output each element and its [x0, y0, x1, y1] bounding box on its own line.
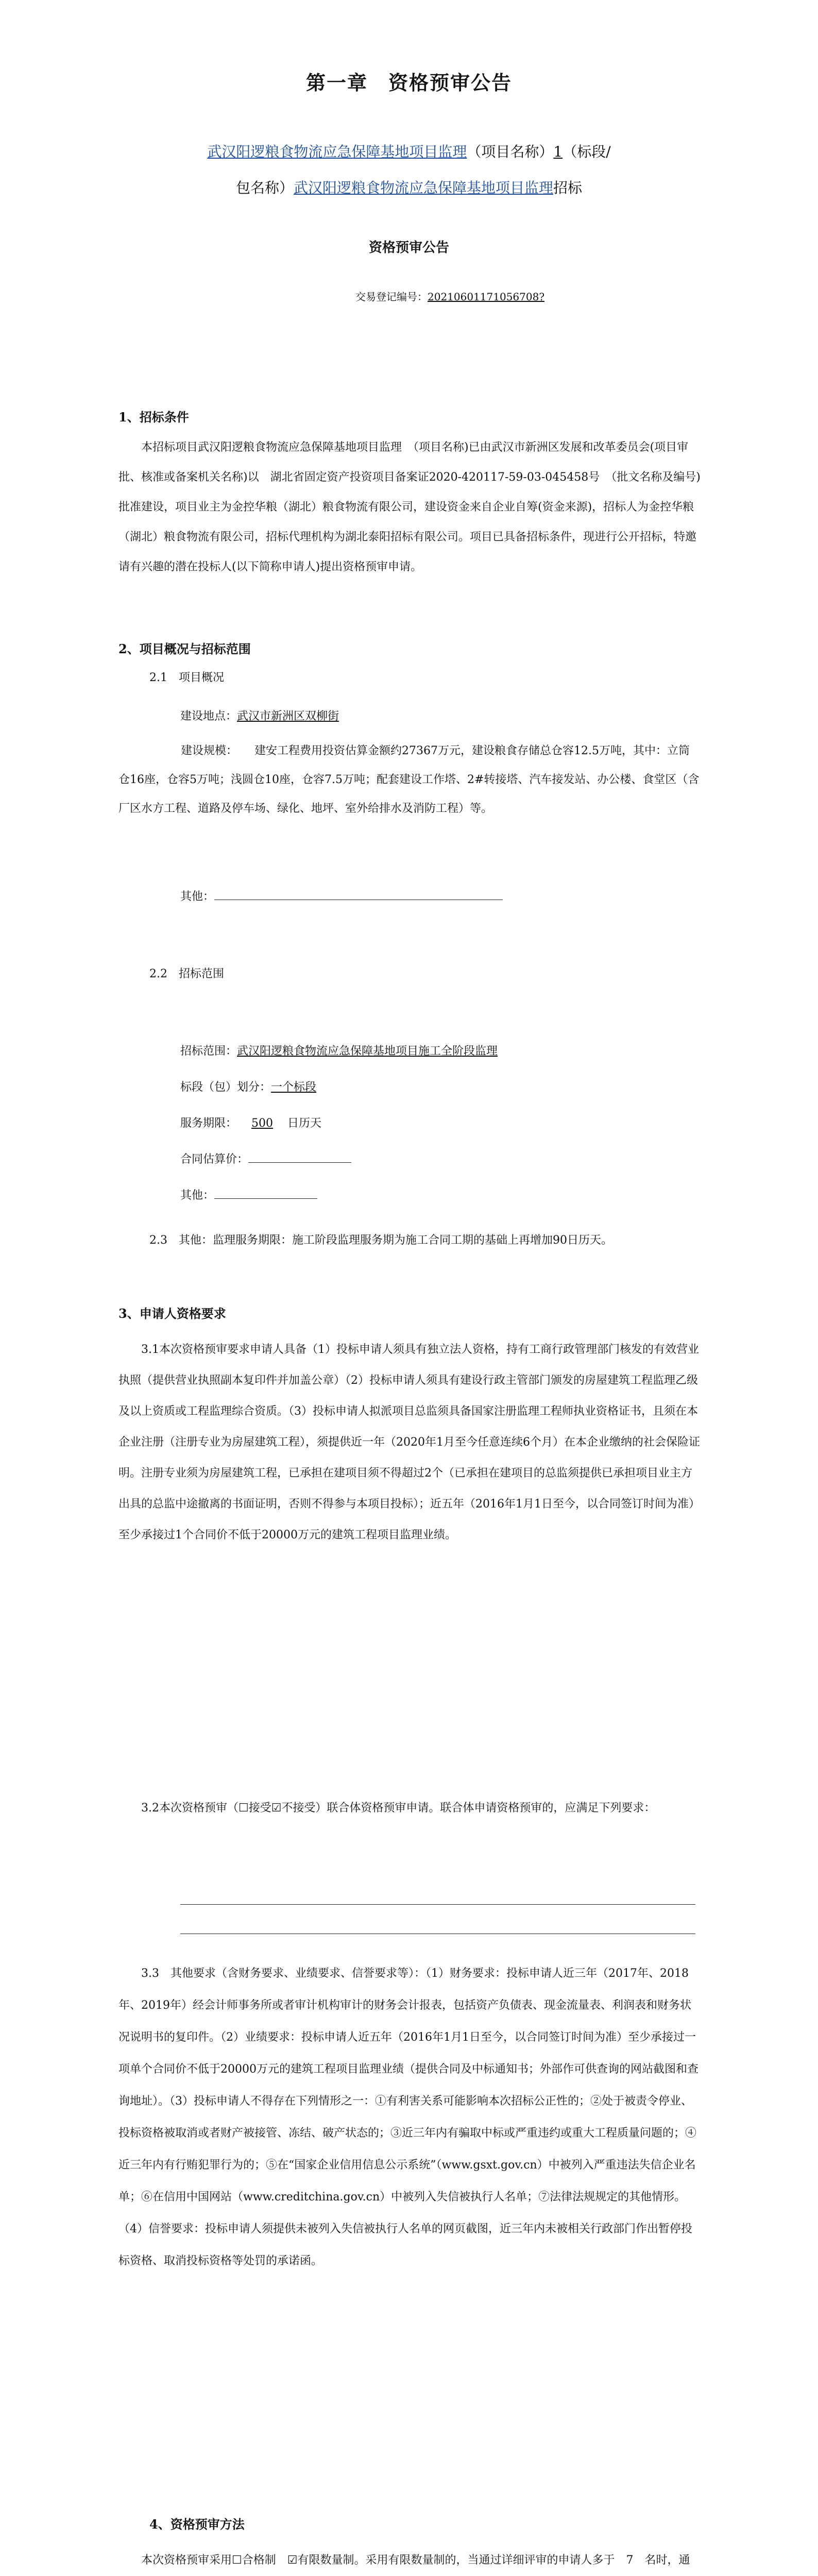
- address-value: 武汉市新洲区双柳街: [237, 710, 339, 723]
- tx-label: 交易登记编号：: [355, 291, 428, 303]
- project-title: [72, 134, 746, 206]
- lot-label: （标段/: [563, 143, 611, 160]
- lots-value: 一个标段: [271, 1081, 317, 1094]
- period-label: 服务期限：: [180, 1117, 237, 1130]
- section-2-1-title: 2.1 项目概况: [149, 671, 224, 684]
- period-line: [180, 1108, 321, 1140]
- package-name-link[interactable]: 武汉阳逻粮食物流应急保障基地项目监理: [293, 179, 553, 196]
- period-value: 500: [251, 1117, 274, 1130]
- package-label: 包名称）: [235, 179, 294, 196]
- other-line: [180, 881, 503, 913]
- tx-value: 20210601171056708?: [428, 291, 545, 303]
- contract-line: [180, 1144, 351, 1176]
- other-label: 其他：: [180, 890, 215, 903]
- project-name-link[interactable]: 武汉阳逻粮食物流应急保障基地项目监理: [207, 143, 467, 160]
- scope-value: 武汉阳逻粮食物流应急保障基地项目施工全阶段监理: [237, 1045, 498, 1058]
- project-name-suffix: （项目名称）: [467, 143, 554, 160]
- lots-line: [180, 1072, 316, 1104]
- transaction-number: [355, 289, 544, 303]
- scope-line: [180, 1036, 498, 1067]
- section-2-2-title: 2.2 招标范围: [149, 968, 224, 980]
- section-2-heading: 2、项目概况与招标范围: [118, 641, 251, 656]
- contract-label: 合同估算价：: [180, 1153, 249, 1166]
- consortium-blank-lines: [180, 1875, 695, 1934]
- lot-number: 1: [553, 143, 563, 160]
- section-3-heading: 3、申请人资格要求: [118, 1306, 226, 1321]
- other2-label: 其他：: [180, 1189, 215, 1202]
- notice-heading: 资格预审公告: [368, 240, 449, 256]
- section-3-3: 3.3 其他要求（含财务要求、业绩要求、信誉要求等）：（1）财务要求：投标申请人近三年（2017年、2018年、2019年）经会计师事务所或者审计机构审计的财务会计报表，包括资产负债表、现金流量表、利润表和财务状况说明书的复印件。（2）业绩要求：投标申请人近五年（2016年1月1日至今，以合同签订时间为准）至少承接过一项单个合同价不低于20000万元的建筑工程项目监理业绩（提供合同及中标通知书；外部作可供查询的网站截图和查询地址）。（3）投标申请人不得存在下列情形之一：①有利害关系可能影响本次招标公正性的；②处于被责令停业、投标资格被取消或者财产被接管、冻结、破产状态的；③近三年内有骗取中标或严重违约或重大工程质量问题的；④近三年内有行贿犯罪行为的；⑤在“国家企业信用信息公示系统”（www.gsxt.gov.cn）中被列入严重违法失信企业名单；⑥在信用中国网站（www.creditchina.gov.cn）中被列入失信被执行人名单；⑦法律法规规定的其他情形。（4）信誉要求：投标申请人须提供未被列入失信被执行人名单的网页截图，近三年内未被相关行政部门作出暂停投标资格、取消投标资格等处罚的承诺函。: [118, 1967, 698, 2267]
- address-label: 建设地点：: [180, 710, 237, 723]
- other2-line: [180, 1180, 317, 1212]
- section-4-heading: 4、资格预审方法: [149, 2517, 245, 2532]
- lots-label: 标段（包）划分：: [180, 1081, 271, 1094]
- section-1-heading: 1、招标条件: [118, 410, 189, 425]
- build-scale: 建设规模： 建安工程费用投资估算金额约27367万元，建设粮食存储总仓容12.5万吨，其中：立筒仓16座，仓容5万吨；浅圆仓10座，仓容7.5万吨；配套建设工作塔、2#转接塔、汽车接发站、办公楼、食堂区（含厂区水方工程、道路及停车场、绿化、地坪、室外给排水及消防工程）等。: [118, 744, 700, 815]
- scope-label: 招标范围：: [180, 1045, 237, 1058]
- section-4-text: 本次资格预审采用☐合格制 ☑有限数量制。采用有限数量制的，当通过详细评审的申请人多于 7 名时，通: [141, 2554, 690, 2567]
- build-address: [180, 701, 339, 733]
- section-2-3: 2.3 其他：监理服务期限：施工阶段监理服务期为施工合同工期的基础上再增加90日历天。: [149, 1234, 612, 1247]
- chapter-title: 第一章 资格预审公告: [305, 71, 512, 94]
- section-1-text: 本招标项目武汉阳逻粮食物流应急保障基地项目监理 （项目名称)已由武汉市新洲区发展和改革委员会(项目审批、核准或备案机关名称)以 湖北省固定资产投资项目备案证2020-420117-59-03-045458号 （批文名称及编号)批准建设，项目业主为金控华粮（湖北）粮食物流有限公司，建设资金来自企业自筹(资金来源)，招标人为金控华粮（湖北）粮食物流有限公司，招标代理机构为湖北泰阳招标有限公司。项目已具备招标条件，现进行公开招标，特邀请有兴趣的潜在投标人(以下简称申请人)提出资格预审申请。: [118, 441, 701, 573]
- period-unit: 日历天: [287, 1117, 322, 1130]
- section-3-1: 3.1本次资格预审要求申请人具备（1）投标申请人须具有独立法人资格，持有工商行政管理部门核发的有效营业执照（提供营业执照副本复印件并加盖公章）（2）投标申请人须具有建设行政主管部门颁发的房屋建筑工程监理乙级及以上资质或工程监理综合资质。（3）投标申请人拟派项目总监须具备国家注册监理工程师执业资格证书，且须在本企业注册（注册专业为房屋建筑工程），须提供近一年（2020年1月至今任意连续6个月）在本企业缴纳的社会保险证明。注册专业须为房屋建筑工程，已承担在建项目须不得超过2个（已承担在建项目的总监须提供已承担项目业主方出具的总监中途撤离的书面证明，否则不得参与本项目投标）；近五年（2016年1月1日至今，以合同签订时间为准）至少承接过1个合同价不低于20000万元的建筑工程项目监理业绩。: [118, 1343, 700, 1541]
- tender-label: 招标: [553, 179, 583, 196]
- section-3-2: 3.2本次资格预审（☐接受☑不接受）联合体资格预审申请。联合体申请资格预审的，应满足下列要求：: [141, 1802, 656, 1815]
